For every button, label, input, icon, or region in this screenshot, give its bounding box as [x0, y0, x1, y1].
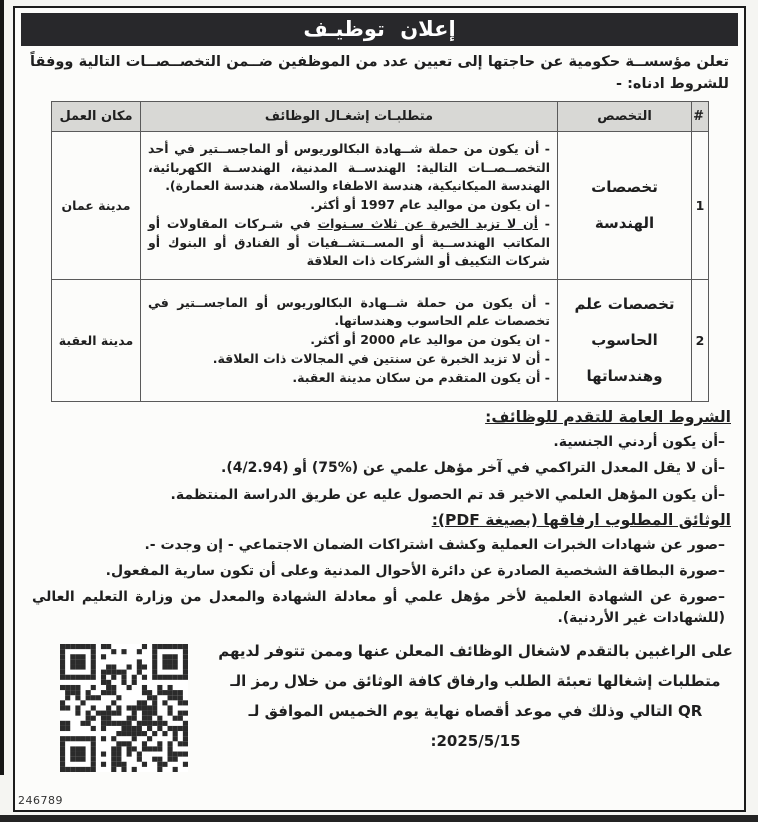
conditions-heading: الشروط العامة للتقدم للوظائف:	[485, 407, 731, 426]
page-title: إعلان توظيـف	[303, 17, 456, 41]
documents-heading: الوثائق المطلوب ارفاقها (بصيغة PDF):	[431, 510, 731, 529]
row1-location: مدينة عمان	[52, 131, 141, 279]
row2-req-4: - أن يكون المتقدم من سكان مدينة العقبة.	[292, 369, 550, 385]
row2-location: مدينة العقبة	[52, 279, 141, 401]
table-row	[52, 279, 709, 401]
row1-requirements	[141, 131, 558, 279]
row1-req-2: - ان يكون من مواليد عام 1997 أو أكثر.	[310, 197, 550, 213]
document-item: –صورة عن الشهادة العلمية لأخر مؤهل علمي أو معادلة الشهادة والمعدل من وزارة التعليم العالي (للشهادات غير الأردنية).	[32, 589, 725, 626]
condition-item: –أن يكون أردني الجنسية.	[553, 433, 725, 450]
jobs-table	[51, 101, 709, 402]
row1-req-3-dash: -	[538, 215, 550, 231]
header-location: مكان العمل	[52, 101, 141, 131]
row1-req-3	[148, 215, 550, 271]
document-item: –صور عن شهادات الخبرات العملية وكشف اشتراكات الضمان الاجتماعي - إن وجدت -.	[144, 536, 725, 553]
row1-specialty: تخصصات الهندسة	[558, 131, 692, 279]
row2-req-3: - أن لا تزيد الخبرة عن سنتين في المجالات ذات العلاقة.	[212, 350, 550, 366]
row2-specialty: تخصصات علم الحاسوب وهندساتها	[558, 279, 692, 401]
document-item: –صورة البطاقة الشخصية الصادرة عن دائرة الأحوال المدنية وعلى أن تكون سارية المفعول.	[105, 563, 725, 580]
scan-left-edge	[0, 0, 4, 775]
closing-row	[28, 634, 733, 772]
qr-code-image	[60, 644, 188, 772]
condition-item: –أن يكون المؤهل العلمي الاخير قد تم الحصول عليه عن طريق الدراسة المنتظمة.	[170, 486, 725, 503]
table-header-row	[52, 101, 709, 131]
condition-item: –أن لا يقل المعدل التراكمي في آخر مؤهل علمي عن (%75) أو (4/2.94).	[221, 460, 725, 477]
header-number: #	[692, 101, 709, 131]
header-requirements: متطلبـات إشغـال الوظائف	[141, 101, 558, 131]
header-specialty: التخصص	[558, 101, 692, 131]
announcement-box	[13, 6, 746, 812]
conditions-section	[20, 408, 739, 505]
row2-req-2: - ان يكون من مواليد عام 2000 أو أكثر.	[310, 332, 550, 348]
scan-bottom-edge	[0, 815, 758, 822]
row2-number: 2	[692, 279, 709, 401]
row1-req-3-rest: في شـركات المقاولات أو المكاتب الهندســية أو المســتشــفيات أو الفنادق أو البنوك أو شركات التكييف أو الشركات ذات العلاقة	[148, 215, 550, 269]
documents-section	[20, 511, 739, 628]
row2-requirements	[141, 279, 558, 401]
row1-req-3-underlined: أن لا تزيد الخبرة عن ثلاث سـنوات	[317, 215, 539, 231]
table-row	[52, 131, 709, 279]
title-bar	[21, 13, 738, 46]
row2-req-1: - أن يكون من حملة شــهادة البكالوريوس أو الماجســتير في تخصصات علم الحاسوب وهندساتها.	[148, 294, 550, 329]
intro-paragraph: تعلن مؤسســة حكومية عن حاجتها إلى تعيين عدد من الموظفين ضــمن التخصــصــات التالية ووفقاً للشروط ادناه: -	[30, 54, 729, 93]
row1-req-1: - أن يكون من حملة شــهادة البكالوريوس أو الماجســتير في أحد التخصــصــات التالية: الهندســة المدنية، الهندســة الكهربائية، الهندسة الميكانيكية، هندسة الاطفاء والسلامة، هندسة العمارة).	[148, 140, 550, 194]
qr-code	[60, 644, 188, 772]
ref-number: 246789	[18, 794, 63, 807]
closing-paragraph: على الراغبين بالتقدم لاشغال الوظائف المعلن عنها وممن تتوفر لديهم متطلبات إشغالها تعبئة الطلب وارفاق كافة الوثائق من خلال رمز الـ QR التالي وذلك في موعد أقصاه نهاية يوم الخميس الموافق لـ 2025/5/15:	[218, 642, 733, 751]
row1-number: 1	[692, 131, 709, 279]
